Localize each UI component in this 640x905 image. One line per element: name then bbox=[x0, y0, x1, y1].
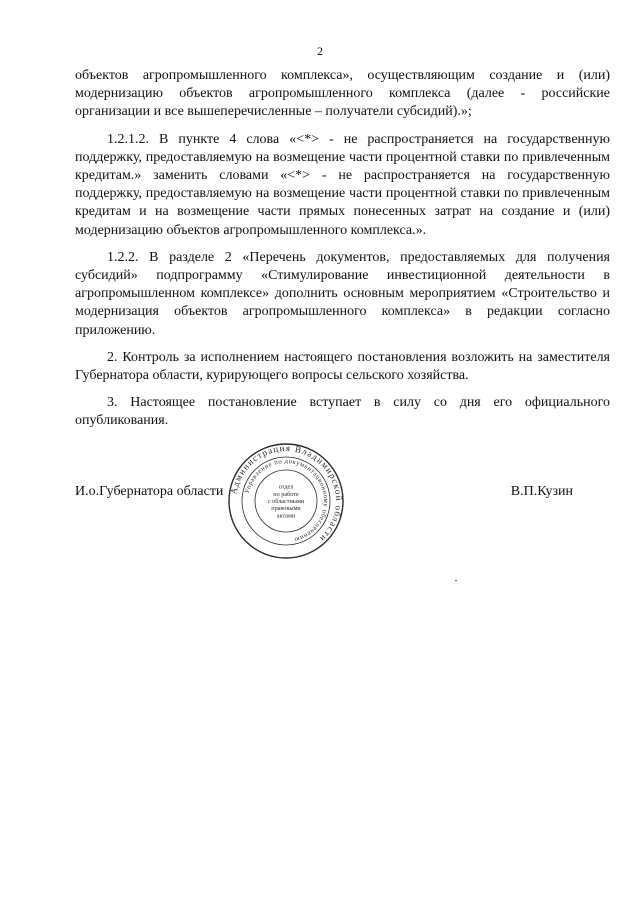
paragraph-1-2-2: 1.2.2. В разделе 2 «Перечень документов, предоставляемых для получения субсидий» подпрограмму «Стимулирование инвестиционной деятельности в агропромышленном комплексе» дополнить основным мероприятием «Строительство и модернизация объектов агропромышленного комплекса» в редакции согласно приложению. bbox=[75, 249, 610, 338]
signatory-title: И.о.Губернатора области bbox=[75, 484, 224, 499]
signatory-name: В.П.Кузин bbox=[510, 484, 573, 499]
paragraph-continuation: объектов агропромышленного комплекса», осуществляющим создание и (или) модернизацию объектов агропромышленного комплекса (далее - российские организации и все вышеперечисленные – получатели субсидий).»; bbox=[75, 68, 610, 120]
svg-text:отделпо работес областнымиправ: отдел по работе с областными правовыми актами bbox=[267, 483, 305, 520]
page-number: 2 bbox=[317, 44, 323, 58]
document-body bbox=[75, 67, 610, 440]
paragraph-1-2-1-2: 1.2.1.2. В пункте 4 слова «<*> - не распространяется на государственную поддержку, предоставляемую на возмещение части процентной ставки по привлеченным кредитам.» заменить словами «<*> - не распространяется на государственную поддержку, предоставляемую на возмещение части процентной ставки по привлеченным кредитам и на возмещение части прямых понесенных затрат на создание и (или) модернизацию объектов агропромышленного комплекса.». bbox=[75, 131, 610, 238]
scan-speck bbox=[455, 580, 457, 581]
paragraph-2: 2. Контроль за исполнением настоящего постановления возложить на заместителя Губернатора области, курирующего вопросы сельского хозяйства. bbox=[75, 349, 610, 384]
official-seal-stamp bbox=[226, 441, 346, 561]
svg-text:Управление по документационном: Управление по документационному обеспечению bbox=[243, 457, 330, 544]
paragraph-3: 3. Настоящее постановление вступает в силу со дня его официального опубликования. bbox=[75, 395, 610, 429]
svg-text:Администрация Владимирской обл: Администрация Владимирской области bbox=[228, 442, 345, 545]
